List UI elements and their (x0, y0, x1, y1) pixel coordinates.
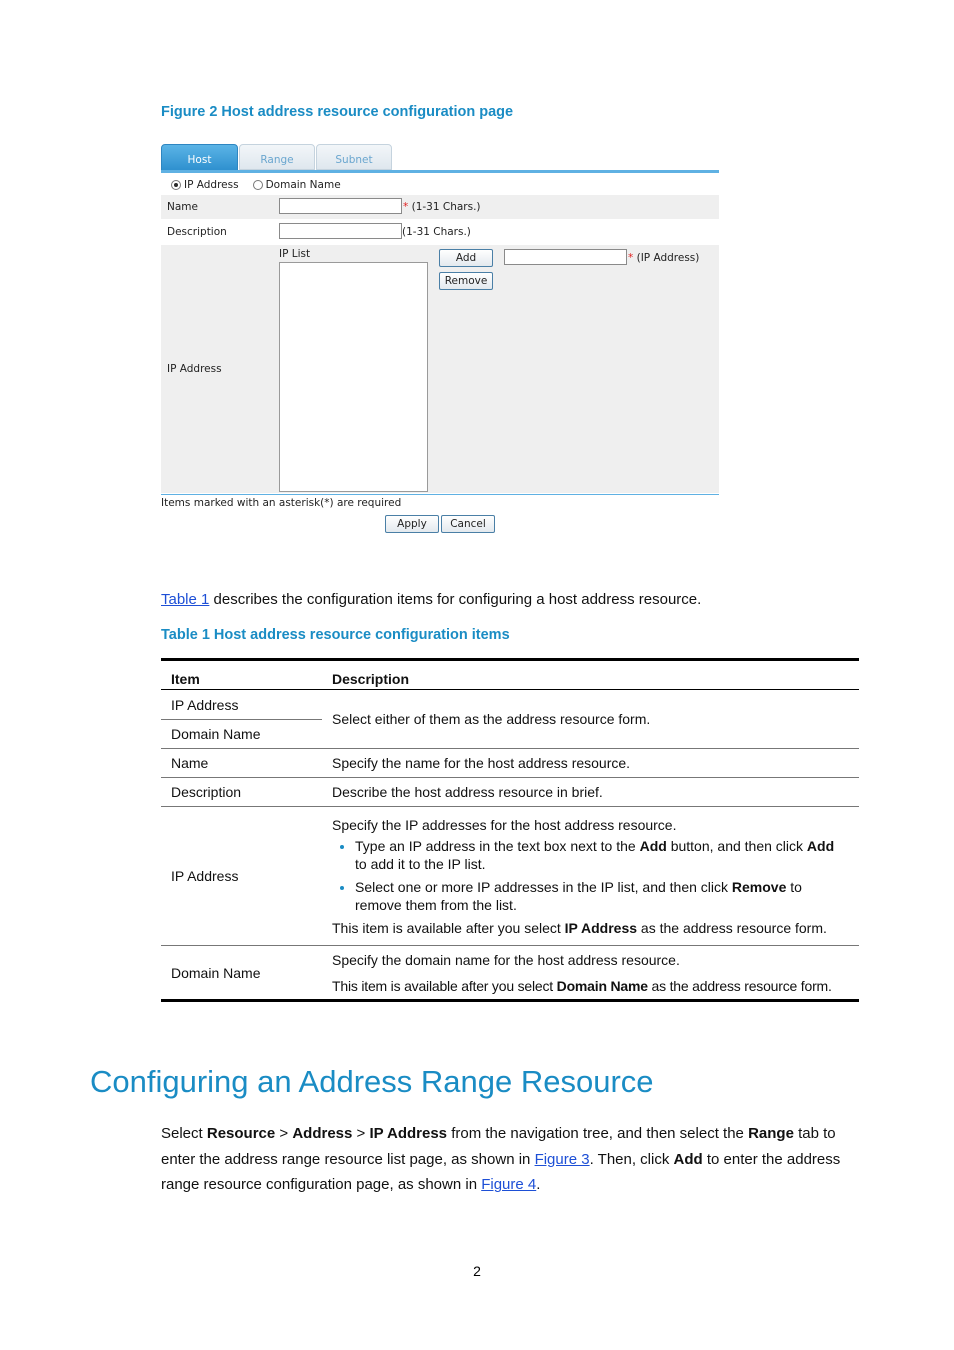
config-items-table (161, 658, 859, 1002)
table-header-row (161, 660, 859, 690)
domain-name-radio[interactable] (253, 180, 263, 190)
text: button, and then click (666, 837, 807, 854)
description-label: Description (167, 226, 227, 238)
bold-text: Range (748, 1125, 794, 1142)
text: This item is available after you select (332, 919, 565, 936)
list-item (355, 837, 849, 873)
text: > (352, 1125, 370, 1142)
bold-text: Add (673, 1150, 703, 1168)
domain-name-description (322, 946, 859, 1001)
ip-address-description (322, 807, 859, 946)
table-row (161, 778, 859, 807)
required-note: Items marked with an asterisk(*) are required (161, 497, 402, 509)
required-star: * (628, 252, 634, 264)
table-row (161, 690, 859, 720)
domain-name-radio-label: Domain Name (265, 179, 341, 191)
text: from the navigation tree, and then select the (447, 1125, 749, 1142)
section-paragraph (161, 1121, 865, 1198)
name-label: Name (167, 201, 198, 213)
dn-desc-note (332, 977, 849, 995)
tab-subnet[interactable]: Subnet (316, 144, 392, 170)
figure-caption: Figure 2 Host address resource configuration page (161, 104, 514, 120)
item-domain-name: Domain Name (161, 720, 322, 749)
ip-hint (628, 252, 699, 264)
bold-text: Address (292, 1125, 353, 1142)
bold-text: Domain Name (556, 977, 648, 994)
text: as the address resource form. (637, 919, 827, 936)
text: Select (161, 1125, 207, 1142)
ip-desc-list (332, 837, 849, 914)
item-ip-address: IP Address (161, 690, 322, 720)
name-hint (403, 201, 481, 213)
table-row (161, 807, 859, 946)
figure-3-link[interactable]: Figure 3 (534, 1150, 590, 1168)
name-description: Specify the name for the host address resource. (322, 749, 859, 778)
description-description: Describe the host address resource in brief. (322, 778, 859, 807)
table-1-link[interactable]: Table 1 (161, 591, 210, 608)
ip-address-radio[interactable] (171, 180, 181, 190)
section-heading: Configuring an Address Range Resource (90, 1064, 654, 1099)
description-hint: (1-31 Chars.) (402, 226, 471, 238)
text: to enter the address range resource configuration page, as shown in (161, 1150, 841, 1193)
bold-text: Resource (206, 1125, 276, 1142)
description-input[interactable] (279, 223, 402, 239)
text: Type an IP address in the text box next to the (355, 837, 640, 854)
tab-host[interactable]: Host (161, 144, 238, 172)
item-description: Description (161, 778, 322, 807)
tab-underline (161, 170, 719, 173)
page-number: 2 (473, 1263, 481, 1279)
form-bottom-line (161, 494, 719, 495)
text: > (275, 1125, 293, 1142)
bold-text: IP Address (369, 1125, 448, 1142)
text: This item is available after you select (332, 977, 557, 994)
ip-address-label: IP Address (167, 363, 222, 375)
bold-text: IP Address (564, 919, 638, 936)
ip-list-box[interactable] (279, 262, 428, 492)
item-domain-name-2: Domain Name (161, 946, 322, 1001)
address-form-radios (171, 178, 341, 192)
text: tab to enter the address range resource list page, as shown in (161, 1125, 836, 1168)
table-header-item: Item (161, 660, 322, 690)
table-caption: Table 1 Host address resource configuration items (161, 627, 510, 643)
name-input[interactable] (279, 198, 402, 214)
item-name: Name (161, 749, 322, 778)
form-description: Select either of them as the address resource form. (322, 690, 859, 749)
apply-button[interactable]: Apply (385, 515, 439, 533)
figure-4-link[interactable]: Figure 4 (481, 1176, 537, 1193)
ip-desc-note (332, 919, 849, 937)
text: Select one or more IP addresses in the IP list, and then click (355, 878, 732, 895)
table-header-description: Description (322, 660, 859, 690)
ip-desc-intro: Specify the IP addresses for the host address resource. (332, 816, 677, 833)
text: as the address resource form. (647, 977, 832, 994)
bold-text: Add (806, 837, 835, 854)
tab-bar (161, 144, 719, 174)
dn-desc-intro: Specify the domain name for the host address resource. (332, 951, 680, 968)
bold-text: Remove (731, 878, 787, 895)
required-star: * (403, 201, 409, 213)
intro-paragraph (161, 591, 701, 608)
text: . (536, 1176, 541, 1193)
table-row (161, 749, 859, 778)
remove-button[interactable]: Remove (439, 272, 493, 290)
ip-address-input[interactable] (504, 249, 627, 265)
add-button[interactable]: Add (439, 249, 493, 267)
ip-hint-text: (IP Address) (636, 252, 700, 264)
ip-address-radio-label: IP Address (184, 179, 239, 191)
table-row (161, 946, 859, 1001)
tab-range[interactable]: Range (239, 144, 315, 170)
list-item (355, 878, 849, 914)
host-config-screenshot (161, 144, 719, 536)
bold-text: Add (639, 837, 667, 854)
text: to remove them from the list. (355, 878, 802, 913)
text: . Then, click (589, 1150, 674, 1168)
item-ip-address-2: IP Address (161, 807, 322, 946)
cancel-button[interactable]: Cancel (441, 515, 495, 533)
name-hint-text: (1-31 Chars.) (411, 201, 481, 213)
intro-text: describes the configuration items for configuring a host address resource. (209, 591, 702, 608)
ip-list-label: IP List (279, 248, 311, 260)
text: to add it to the IP list. (355, 855, 486, 872)
